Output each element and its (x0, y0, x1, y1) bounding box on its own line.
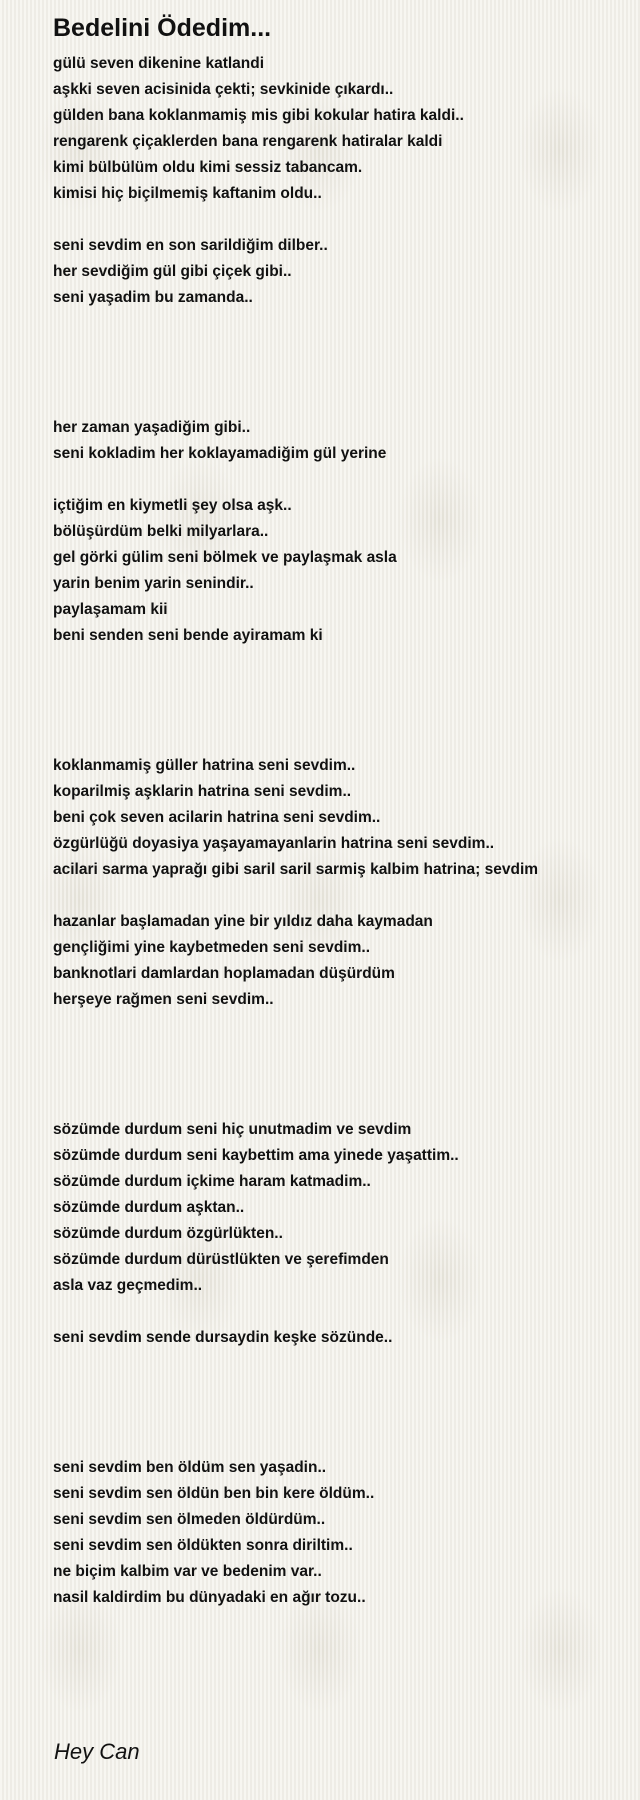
poem-line: her zaman yaşadiğim gibi.. (53, 419, 251, 436)
poem-line: paylaşamam kii (53, 601, 168, 618)
poem-line: sözümde durdum seni kaybettim ama yinede yaşattim.. (53, 1147, 459, 1164)
poem-line: sözümde durdum özgürlükten.. (53, 1225, 283, 1242)
poem-stanza (53, 753, 633, 883)
poem-line: rengarenk çiçaklerden bana rengarenk hatiralar kaldi (53, 133, 443, 150)
poem-line: gülden bana koklanmamiş mis gibi kokular hatira kaldi.. (53, 107, 464, 124)
poem-line: özgürlüğü doyasiya yaşayamayanlarin hatrina seni sevdim.. (53, 835, 495, 852)
poem-line: seni sevdim en son sarildiğim dilber.. (53, 237, 328, 254)
poem-body (53, 51, 633, 1637)
poem-line: sözümde durdum seni hiç unutmadim ve sevdim (53, 1121, 412, 1138)
poem-stanza (53, 493, 633, 649)
poem-line: yarin benim yarin senindir.. (53, 575, 254, 592)
poem-line: kimisi hiç biçilmemiş kaftanim oldu.. (53, 185, 322, 202)
poem-line: ne biçim kalbim var ve bedenim var.. (53, 1563, 322, 1580)
poem-line: seni sevdim sen ölmeden öldürdüm.. (53, 1511, 326, 1528)
poem-stanza (53, 415, 633, 467)
poem-line: sözümde durdum dürüstlükten ve şerefimden (53, 1251, 389, 1268)
poem-line: içtiğim en kiymetli şey olsa aşk.. (53, 497, 292, 514)
poem-line: beni çok seven acilarin hatrina seni sevdim.. (53, 809, 381, 826)
poem-line: koklanmamiş güller hatrina seni sevdim.. (53, 757, 356, 774)
poem-line: kimi bülbülüm oldu kimi sessiz tabancam. (53, 159, 363, 176)
poem-line: seni sevdim sen öldün ben bin kere öldüm.. (53, 1485, 375, 1502)
poem-title: Bedelini Ödedim... (53, 14, 272, 42)
poem-line: sözümde durdum içkime haram katmadim.. (53, 1173, 371, 1190)
poem-stanza (53, 909, 633, 1013)
poem-stanza (53, 1117, 633, 1299)
poem-stanza (53, 233, 633, 311)
poem-line: seni sevdim ben öldüm sen yaşadin.. (53, 1459, 327, 1476)
poem-line: herşeye rağmen seni sevdim.. (53, 991, 274, 1008)
poem-line: seni kokladim her koklayamadiğim gül yerine (53, 445, 387, 462)
poem-line: seni sevdim sende dursaydin keşke sözünde.. (53, 1329, 393, 1346)
poem-line: gel görki gülim seni bölmek ve paylaşmak asla (53, 549, 397, 566)
poem-line: acilari sarma yaprağı gibi saril saril sarmiş kalbim hatrina; sevdim (53, 861, 539, 878)
poem-author: Hey Can (54, 1739, 140, 1764)
poem-line: her sevdiğim gül gibi çiçek gibi.. (53, 263, 292, 280)
poem-line: gençliğimi yine kaybetmeden seni sevdim.. (53, 939, 371, 956)
poem-line: beni senden seni bende ayiramam ki (53, 627, 323, 644)
poem-stanza (53, 1325, 633, 1351)
poem-line: nasil kaldirdim bu dünyadaki en ağır tozu.. (53, 1589, 366, 1606)
poem-line: bölüşürdüm belki milyarlara.. (53, 523, 269, 540)
poem-line: gülü seven dikenine katlandi (53, 55, 265, 72)
poem-line: aşkki seven acisinida çekti; sevkinide çıkardı.. (53, 81, 394, 98)
poem-line: seni yaşadim bu zamanda.. (53, 289, 253, 306)
poem-line: koparilmiş aşklarin hatrina seni sevdim.. (53, 783, 352, 800)
poem-line: hazanlar başlamadan yine bir yıldız daha kaymadan (53, 913, 433, 930)
poem-stanza (53, 51, 633, 207)
poem-line: asla vaz geçmedim.. (53, 1277, 203, 1294)
poem-line: sözümde durdum aşktan.. (53, 1199, 245, 1216)
poem-stanza (53, 1455, 633, 1611)
poem-line: seni sevdim sen öldükten sonra diriltim.. (53, 1537, 353, 1554)
poem-line: banknotlari damlardan hoplamadan düşürdüm (53, 965, 395, 982)
